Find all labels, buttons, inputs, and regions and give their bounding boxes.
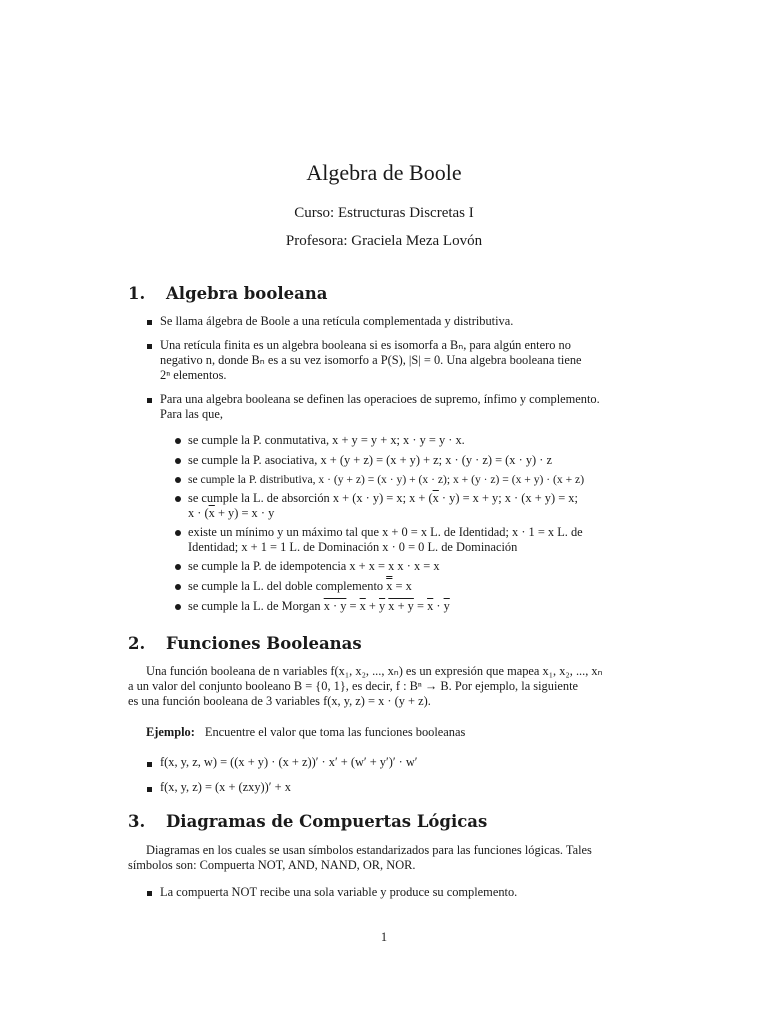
round-bullet-icon bbox=[175, 604, 181, 610]
paragraph-line: Diagramas en los cuales se usan símbolos estandarizados para las funciones lógicas. Tales bbox=[146, 843, 592, 857]
section-3-heading bbox=[128, 812, 487, 831]
paragraph-line: Una función booleana de n variables f(x₁, x₂, ..., xₙ) es un expresión que mapea x₁, x₂, ..., xₙ bbox=[146, 664, 603, 678]
square-bullet-icon bbox=[147, 398, 152, 403]
example-text: Encuentre el valor que toma las funciones booleanas bbox=[204, 725, 466, 739]
property-item: se cumple la P. distributiva, x · (y + z) = (x · y) + (x · z); x + (y · z) = (x + y) · (x + z) bbox=[188, 473, 585, 486]
section-number: 1. bbox=[128, 284, 146, 303]
section-number: 3. bbox=[128, 812, 146, 831]
bullet-text-line: Para una algebra booleana se definen las operacioes de supremo, ínfimo y complemento. bbox=[160, 392, 600, 406]
bullet-text: Se llama álgebra de Boole a una retícula complementada y distributiva. bbox=[160, 314, 514, 328]
page-number: 1 bbox=[380, 930, 388, 944]
square-bullet-icon bbox=[147, 762, 152, 767]
square-bullet-icon bbox=[147, 320, 152, 325]
example-line bbox=[146, 725, 465, 740]
property-item: se cumple la L. de Morgan $x \cdot y = \overline{x} + \overline{y}$ $x + y = \overline{x} \cdot \overline{y}$ bbox=[188, 599, 450, 613]
paragraph-line: es una función booleana de 3 variables f(x, y, z) = x · (y + z). bbox=[128, 694, 431, 708]
paragraph-line: a un valor del conjunto booleano B = {0, 1}, es decir, f : Bⁿ → B. Por ejemplo, la siguiente bbox=[128, 679, 579, 693]
bullet-text-line: 2ⁿ elementos. bbox=[160, 368, 227, 382]
property-item: existe un mínimo y un máximo tal que x + 0 = x L. de Identidad; x · 1 = x L. de bbox=[188, 525, 583, 539]
example-label: Ejemplo: bbox=[146, 725, 195, 739]
round-bullet-icon bbox=[175, 564, 181, 570]
section-title: Funciones Booleanas bbox=[166, 634, 362, 653]
round-bullet-icon bbox=[175, 584, 181, 590]
teacher-line: Profesora: Graciela Meza Lovón bbox=[285, 233, 483, 249]
document-title: Algebra de Boole bbox=[306, 160, 462, 185]
bullet-text: La compuerta NOT recibe una sola variable y produce su complemento. bbox=[160, 885, 518, 899]
function-item: f(x, y, z, w) = ((x + y) · (x + z))′ · x′ + (w′ + y′)′ · w′ bbox=[160, 755, 418, 769]
bullet-text-line: negativo n, donde Bₙ es a su vez isomorfo a P(S), |S| = 0. Una algebra booleana tiene bbox=[160, 353, 582, 367]
property-item-continuation: $x \cdot (\overline{x} + y) = x \cdot y$ bbox=[188, 506, 275, 520]
property-item: se cumple la L. de absorción x + (x · y) = x; $x + (\overline{x} \cdot y) = x + y$; x · (x + y) = x; bbox=[188, 491, 578, 505]
section-title: Algebra booleana bbox=[166, 284, 328, 303]
round-bullet-icon bbox=[175, 458, 181, 464]
square-bullet-icon bbox=[147, 891, 152, 896]
square-bullet-icon bbox=[147, 344, 152, 349]
round-bullet-icon bbox=[175, 477, 181, 483]
function-item: f(x, y, z) = (x + (zxy))′ + x bbox=[160, 780, 291, 794]
section-title: Diagramas de Compuertas Lógicas bbox=[166, 812, 488, 831]
square-bullet-icon bbox=[147, 787, 152, 792]
bullet-text-line: Para las que, bbox=[160, 407, 223, 421]
round-bullet-icon bbox=[175, 438, 181, 444]
property-item-continuation: Identidad; x + 1 = 1 L. de Dominación x · 0 = 0 L. de Dominación bbox=[188, 540, 518, 554]
property-item: se cumple la P. de idempotencia x + x = x x · x = x bbox=[188, 559, 440, 573]
bullet-text-line: Una retícula finita es un algebra booleana si es isomorfa a Bₙ, para algún entero no bbox=[160, 338, 571, 352]
property-item: se cumple la L. del doble complemento x = x bbox=[188, 579, 412, 593]
paragraph-line: símbolos son: Compuerta NOT, AND, NAND, OR, NOR. bbox=[128, 858, 416, 872]
property-item: se cumple la P. asociativa, x + (y + z) = (x + y) + z; x · (y · z) = (x · y) · z bbox=[188, 453, 552, 467]
course-line: Curso: Estructuras Discretas I bbox=[294, 205, 474, 221]
section-2-heading bbox=[128, 634, 362, 653]
round-bullet-icon bbox=[175, 530, 181, 536]
property-item: se cumple la P. conmutativa, x + y = y + x; x · y = y · x. bbox=[188, 433, 465, 447]
round-bullet-icon bbox=[175, 496, 181, 502]
section-number: 2. bbox=[128, 634, 146, 653]
section-1-heading bbox=[128, 284, 327, 303]
